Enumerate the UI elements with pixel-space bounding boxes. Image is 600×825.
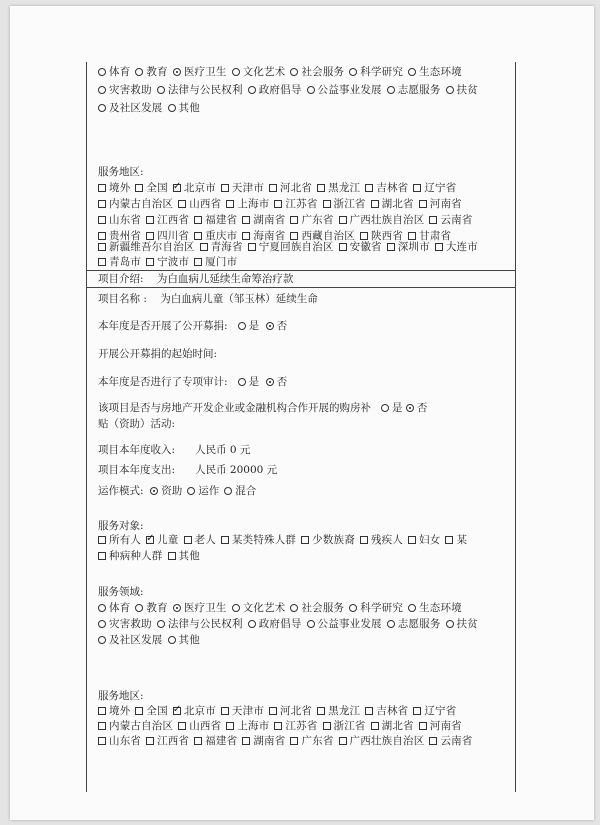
option-label: 广西壮族自治区 <box>349 735 425 747</box>
radio-4[interactable] <box>290 604 298 612</box>
region-bottom-row2 <box>98 720 467 733</box>
divider-intro <box>86 287 516 288</box>
option-label: 陕西省 <box>370 230 404 242</box>
option-label: 儿童 <box>157 534 179 546</box>
radio-2[interactable] <box>173 604 181 612</box>
option-label: 生态环境 <box>419 602 462 614</box>
project-name-value: 为白血病儿童（邹玉林）延续生命 <box>160 293 318 305</box>
checkbox-2[interactable] <box>173 184 181 192</box>
checkbox-6[interactable] <box>408 536 416 544</box>
option-label: 扶贫 <box>456 618 478 630</box>
mode-label: 运作模式: <box>98 485 144 497</box>
option-label: 混合 <box>235 485 257 497</box>
checkbox-7[interactable] <box>413 184 421 192</box>
option-label: 河北省 <box>280 705 313 717</box>
option-label: 黑龙江 <box>328 182 361 194</box>
checkbox-0[interactable] <box>98 243 106 251</box>
option-label: 广东省 <box>301 735 334 747</box>
checkbox-3[interactable] <box>221 707 229 715</box>
fundraise-question: 本年度是否开展了公开募捐: <box>98 320 228 332</box>
expense-value: 人民币 20000 元 <box>195 464 278 476</box>
option-label: 少数族裔 <box>312 534 355 546</box>
checkbox-0[interactable] <box>98 722 106 730</box>
option-label: 青岛市 <box>109 256 142 268</box>
radio-3[interactable] <box>307 86 315 94</box>
option-label: 上海市 <box>237 720 270 732</box>
checkbox-4[interactable] <box>323 722 331 730</box>
radio-4[interactable] <box>387 86 395 94</box>
checkbox-7[interactable] <box>413 707 421 715</box>
expense-label: 项目本年度支出: <box>98 464 176 476</box>
option-label: 及社区发展 <box>109 634 163 646</box>
expense-row <box>98 464 277 477</box>
checkbox-0[interactable] <box>98 216 106 224</box>
checkbox-6[interactable] <box>429 216 437 224</box>
checkbox-6[interactable] <box>365 184 373 192</box>
radio-6[interactable] <box>408 604 416 612</box>
checkbox-2[interactable] <box>248 243 256 251</box>
option-label: 新疆维吾尔自治区 <box>109 241 195 253</box>
option-label: 所有人 <box>109 534 142 546</box>
audit-yes-radio[interactable] <box>238 378 246 386</box>
option-label: 福建省 <box>205 214 238 226</box>
option-label: 黑龙江 <box>328 705 361 717</box>
option-label: 江西省 <box>157 735 190 747</box>
checkbox-6[interactable] <box>408 232 416 240</box>
checkbox-2[interactable] <box>173 707 181 715</box>
checkbox-0[interactable] <box>98 707 106 715</box>
option-label: 山东省 <box>109 735 142 747</box>
radio-5[interactable] <box>446 86 454 94</box>
checkbox-1[interactable] <box>146 737 154 745</box>
fundraise-row <box>98 320 287 333</box>
checkbox-5[interactable] <box>339 216 347 224</box>
checkbox-5[interactable] <box>317 184 325 192</box>
checkbox-0[interactable] <box>98 258 106 266</box>
option-label: 辽宁省 <box>424 705 457 717</box>
checkbox-4[interactable] <box>290 232 298 240</box>
region-top-row2 <box>98 198 467 211</box>
domain-bottom-heading: 服务领域: <box>98 586 144 598</box>
option-label: 湖北省 <box>381 198 414 210</box>
option-label: 山东省 <box>109 214 142 226</box>
checkbox-4[interactable] <box>387 243 395 251</box>
cooperation-row <box>98 402 427 415</box>
region-bottom-row1 <box>98 705 461 718</box>
targets-heading: 服务对象: <box>98 520 144 532</box>
option-label: 吉林省 <box>376 705 409 717</box>
option-label: 社会服务 <box>301 602 345 614</box>
audit-yes-label: 是 <box>248 376 260 388</box>
option-label: 广东省 <box>301 214 334 226</box>
checkbox-2[interactable] <box>184 536 192 544</box>
cooperation-yes-radio[interactable] <box>381 404 389 412</box>
option-label: 公益事业发展 <box>317 618 382 630</box>
option-label: 青海省 <box>210 241 243 253</box>
option-label: 文化艺术 <box>242 66 286 78</box>
option-label: 浙江省 <box>333 720 366 732</box>
checkbox-1[interactable] <box>146 216 154 224</box>
domain-bottom-row1 <box>98 602 467 615</box>
divider-region <box>86 270 516 271</box>
project-name-label: 项目名称 : <box>98 293 147 305</box>
audit-question: 本年度是否进行了专项审计: <box>98 376 228 388</box>
region-top-row3 <box>98 214 478 227</box>
checkbox-4[interactable] <box>269 707 277 715</box>
domain-top-row2 <box>98 84 483 97</box>
checkbox-0[interactable] <box>98 536 106 544</box>
option-label: 甘肃省 <box>419 230 452 242</box>
checkbox-6[interactable] <box>419 722 427 730</box>
start-time-label: 开展公开募捐的起始时间: <box>98 348 218 360</box>
domain-top-row1 <box>98 66 467 79</box>
option-label: 云南省 <box>440 214 473 226</box>
cooperation-question: 该项目是否与房地产开发企业或金融机构合作开展的购房补 <box>98 402 371 414</box>
option-label: 宁夏回族自治区 <box>258 241 334 253</box>
option-label: 四川省 <box>157 230 190 242</box>
option-label: 西藏自治区 <box>301 230 355 242</box>
checkbox-0[interactable] <box>98 200 106 208</box>
region-top-heading: 服务地区: <box>98 166 144 178</box>
option-label: 体育 <box>109 66 131 78</box>
option-label: 海南省 <box>253 230 286 242</box>
option-label: 内蒙古自治区 <box>109 720 174 732</box>
radio-0[interactable] <box>98 620 106 628</box>
option-label: 全国 <box>146 182 168 194</box>
option-label: 科学研究 <box>360 602 404 614</box>
option-label: 云南省 <box>440 735 473 747</box>
option-label: 文化艺术 <box>242 602 286 614</box>
checkbox-0[interactable] <box>98 552 106 560</box>
checkbox-2[interactable] <box>226 200 234 208</box>
option-label: 种病种人群 <box>109 550 163 562</box>
cooperation-yes-label: 是 <box>392 402 403 414</box>
checkbox-1[interactable] <box>135 707 143 715</box>
radio-0[interactable] <box>98 636 106 644</box>
option-label: 法律与公民权利 <box>167 84 243 96</box>
option-label: 境外 <box>109 182 131 194</box>
checkbox-6[interactable] <box>429 737 437 745</box>
project-name <box>98 293 318 306</box>
project-intro <box>98 273 293 286</box>
checkbox-5[interactable] <box>371 200 379 208</box>
option-label: 生态环境 <box>419 66 462 78</box>
radio-5[interactable] <box>446 620 454 628</box>
radio-2[interactable] <box>248 620 256 628</box>
checkbox-2[interactable] <box>194 737 202 745</box>
radio-1[interactable] <box>157 86 165 94</box>
option-label: 浙江省 <box>333 198 366 210</box>
checkbox-4[interactable] <box>290 737 298 745</box>
checkbox-3[interactable] <box>274 722 282 730</box>
option-label: 福建省 <box>205 735 238 747</box>
option-label: 山西省 <box>189 720 222 732</box>
checkbox-1[interactable] <box>178 722 186 730</box>
project-intro-value: 为白血病儿延续生命筹治疗款 <box>156 273 294 285</box>
checkbox-4[interactable] <box>269 184 277 192</box>
checkbox-2[interactable] <box>194 232 202 240</box>
option-label: 厦门市 <box>205 256 238 268</box>
checkbox-1[interactable] <box>178 200 186 208</box>
option-label: 广西壮族自治区 <box>349 214 425 226</box>
mode-row <box>98 485 261 498</box>
checkbox-5[interactable] <box>360 536 368 544</box>
option-label: 湖北省 <box>381 720 414 732</box>
fundraise-no-label: 否 <box>276 320 288 332</box>
option-label: 山西省 <box>189 198 222 210</box>
option-label: 北京市 <box>183 705 216 717</box>
option-label: 运作 <box>198 485 220 497</box>
checkbox-1[interactable] <box>135 184 143 192</box>
checkbox-5[interactable] <box>317 707 325 715</box>
radio-1[interactable] <box>135 604 143 612</box>
radio-4[interactable] <box>387 620 395 628</box>
project-intro-label: 项目介绍: <box>98 273 144 285</box>
fundraise-no-radio[interactable] <box>266 322 274 330</box>
checkbox-5[interactable] <box>371 722 379 730</box>
option-label: 志愿服务 <box>397 84 441 96</box>
option-label: 老人 <box>194 534 216 546</box>
radio-3[interactable] <box>232 604 240 612</box>
income-row <box>98 444 250 457</box>
checkbox-7[interactable] <box>445 536 453 544</box>
region-top-row6 <box>98 256 242 269</box>
targets-row1 <box>98 534 472 547</box>
checkbox-5[interactable] <box>435 243 443 251</box>
radio-0[interactable] <box>98 104 106 112</box>
checkbox-0[interactable] <box>98 737 106 745</box>
domain-bottom-row2 <box>98 618 483 631</box>
radio-1[interactable] <box>157 620 165 628</box>
option-label: 教育 <box>146 66 168 78</box>
radio-0[interactable] <box>150 487 158 495</box>
checkbox-3[interactable] <box>221 536 229 544</box>
radio-0[interactable] <box>98 68 106 76</box>
checkbox-3[interactable] <box>242 232 250 240</box>
checkbox-3[interactable] <box>339 243 347 251</box>
checkbox-0[interactable] <box>98 232 106 240</box>
radio-1[interactable] <box>168 104 176 112</box>
option-label: 法律与公民权利 <box>167 618 243 630</box>
option-label: 天津市 <box>231 705 265 717</box>
option-label: 某 <box>456 534 468 546</box>
option-label: 江苏省 <box>285 198 318 210</box>
option-label: 河北省 <box>280 182 313 194</box>
option-label: 资助 <box>161 485 183 497</box>
option-label: 吉林省 <box>376 182 409 194</box>
option-label: 其他 <box>178 634 200 646</box>
option-label: 及社区发展 <box>109 102 163 114</box>
option-label: 河南省 <box>429 720 462 732</box>
option-label: 医疗卫生 <box>183 602 227 614</box>
option-label: 政府倡导 <box>258 618 302 630</box>
option-label: 江苏省 <box>285 720 318 732</box>
mode-options <box>150 485 261 497</box>
checkbox-3[interactable] <box>221 184 229 192</box>
radio-0[interactable] <box>98 604 106 612</box>
targets-row2 <box>98 550 205 563</box>
option-label: 湖南省 <box>253 735 286 747</box>
option-label: 深圳市 <box>397 241 430 253</box>
radio-1[interactable] <box>168 636 176 644</box>
option-label: 体育 <box>109 602 131 614</box>
fundraise-yes-radio[interactable] <box>238 322 246 330</box>
checkbox-6[interactable] <box>419 200 427 208</box>
checkbox-3[interactable] <box>274 200 282 208</box>
radio-3[interactable] <box>307 620 315 628</box>
option-label: 志愿服务 <box>397 618 441 630</box>
checkbox-5[interactable] <box>360 232 368 240</box>
radio-6[interactable] <box>408 68 416 76</box>
option-label: 科学研究 <box>360 66 404 78</box>
radio-0[interactable] <box>98 86 106 94</box>
checkbox-4[interactable] <box>290 216 298 224</box>
option-label: 境外 <box>109 705 131 717</box>
domain-bottom-row3 <box>98 634 205 647</box>
option-label: 贵州省 <box>109 230 142 242</box>
option-label: 大连市 <box>445 241 478 253</box>
option-label: 宁波市 <box>157 256 190 268</box>
checkbox-6[interactable] <box>365 707 373 715</box>
option-label: 公益事业发展 <box>317 84 382 96</box>
radio-1[interactable] <box>135 68 143 76</box>
checkbox-1[interactable] <box>146 258 154 266</box>
option-label: 某类特殊人群 <box>231 534 297 546</box>
region-top-row5 <box>98 241 483 254</box>
checkbox-4[interactable] <box>301 536 309 544</box>
option-label: 灾害救助 <box>109 618 152 630</box>
cooperation-no-radio[interactable] <box>406 404 414 412</box>
option-label: 扶贫 <box>456 84 478 96</box>
fundraise-yes-label: 是 <box>248 320 260 332</box>
radio-1[interactable] <box>187 487 195 495</box>
option-label: 其他 <box>178 102 200 114</box>
checkbox-2[interactable] <box>194 216 202 224</box>
audit-row <box>98 376 287 389</box>
cooperation-no-label: 否 <box>416 402 428 414</box>
option-label: 辽宁省 <box>424 182 457 194</box>
option-label: 教育 <box>146 602 168 614</box>
region-top-row1 <box>98 182 461 195</box>
domain-top-row3 <box>98 102 205 115</box>
option-label: 湖南省 <box>253 214 286 226</box>
checkbox-5[interactable] <box>339 737 347 745</box>
option-label: 政府倡导 <box>258 84 302 96</box>
option-label: 内蒙古自治区 <box>109 198 174 210</box>
income-label: 项目本年度收入: <box>98 444 176 456</box>
checkbox-0[interactable] <box>98 184 106 192</box>
checkbox-1[interactable] <box>200 243 208 251</box>
option-label: 残疾人 <box>370 534 404 546</box>
option-label: 河南省 <box>429 198 462 210</box>
checkbox-1[interactable] <box>146 232 154 240</box>
option-label: 上海市 <box>237 198 270 210</box>
option-label: 天津市 <box>231 182 265 194</box>
checkbox-3[interactable] <box>242 216 250 224</box>
region-bottom-row3 <box>98 735 478 748</box>
radio-5[interactable] <box>349 604 357 612</box>
option-label: 医疗卫生 <box>183 66 227 78</box>
region-bottom-heading: 服务地区: <box>98 690 144 702</box>
audit-no-label: 否 <box>276 376 288 388</box>
cooperation-question-cont: 贴（资助）活动: <box>98 418 176 430</box>
checkbox-1[interactable] <box>146 536 154 544</box>
checkbox-1[interactable] <box>168 552 176 560</box>
option-label: 江西省 <box>157 214 190 226</box>
option-label: 安徽省 <box>349 241 382 253</box>
checkbox-4[interactable] <box>323 200 331 208</box>
option-label: 灾害救助 <box>109 84 152 96</box>
income-value: 人民币 0 元 <box>195 444 251 456</box>
checkbox-3[interactable] <box>242 737 250 745</box>
radio-2[interactable] <box>224 487 232 495</box>
option-label: 重庆市 <box>205 230 238 242</box>
option-label: 其他 <box>178 550 200 562</box>
radio-2[interactable] <box>173 68 181 76</box>
checkbox-2[interactable] <box>226 722 234 730</box>
radio-5[interactable] <box>349 68 357 76</box>
audit-no-radio[interactable] <box>266 378 274 386</box>
radio-3[interactable] <box>232 68 240 76</box>
option-label: 妇女 <box>419 534 441 546</box>
checkbox-2[interactable] <box>194 258 202 266</box>
option-label: 社会服务 <box>301 66 345 78</box>
radio-4[interactable] <box>290 68 298 76</box>
radio-2[interactable] <box>248 86 256 94</box>
option-label: 北京市 <box>183 182 216 194</box>
option-label: 全国 <box>146 705 168 717</box>
